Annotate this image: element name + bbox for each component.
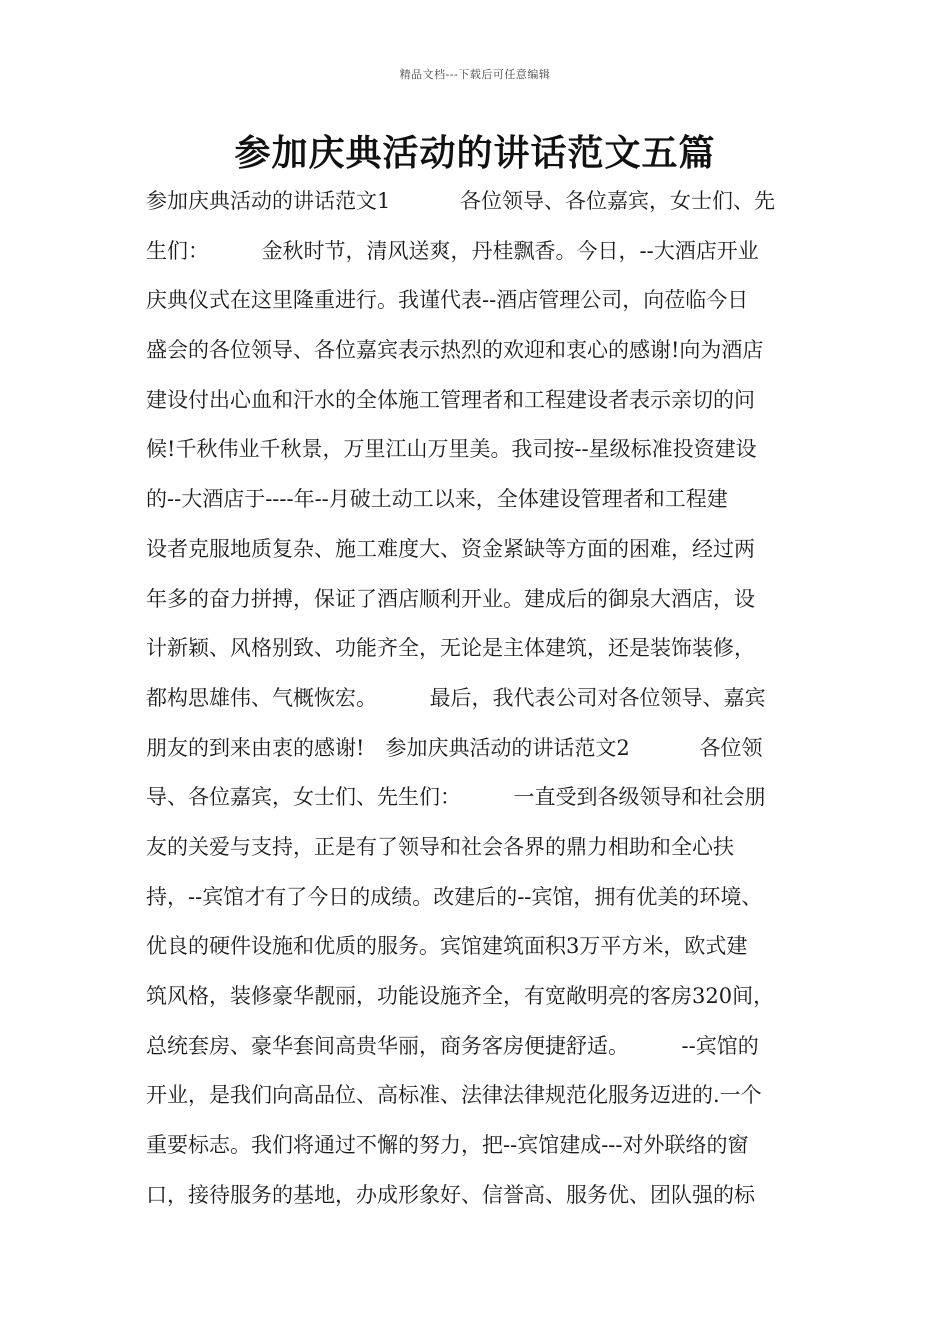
text-line: 候!千秋伟业千秋景，万里江山万里美。我司按--星级标准投资建设 xyxy=(146,437,757,462)
text-line: 筑风格，装修豪华靓丽，功能设施齐全，有宽敞明亮的客房320间， xyxy=(146,984,775,1008)
text-line: 建设付出心血和汗水的全体施工管理者和工程建设者表示亲切的问 xyxy=(146,387,755,412)
text-line: 导、各位嘉宾，女士们、先生们： 一直受到各级领导和社会朋 xyxy=(146,785,766,810)
text-line: 优良的硬件设施和优质的服务。宾馆建筑面积3万平方米，欧式建 xyxy=(146,934,748,959)
text-line: 庆典仪式在这里隆重进行。我谨代表--酒店管理公司，向莅临今日 xyxy=(146,288,749,313)
text-line: 开业，是我们向高品位、高标准、法律法律规范化服务迈进的.一个 xyxy=(146,1083,762,1108)
text-line: 朋友的到来由衷的感谢! 参加庆典活动的讲话范文2 各位领 xyxy=(146,735,763,760)
page-title: 参加庆典活动的讲话范文五篇 xyxy=(234,132,716,174)
text-line: 友的关爱与支持，正是有了领导和社会各界的鼎力相助和全心扶 xyxy=(146,834,734,859)
text-line: 的--大酒店于----年--月破土动工以来，全体建设管理者和工程建 xyxy=(146,487,728,512)
header-note: 精品文档---下载后可任意编辑 xyxy=(399,68,551,81)
text-line: 持，--宾馆才有了今日的成绩。改建后的--宾馆，拥有优美的环境、 xyxy=(146,884,763,909)
text-line: 生们： 金秋时节，清风送爽，丹桂飘香。今日，--大酒店开业 xyxy=(146,238,759,263)
text-line: 盛会的各位领导、各位嘉宾表示热烈的欢迎和衷心的感谢!向为酒店 xyxy=(146,338,764,363)
text-line: 设者克服地质复杂、施工难度大、资金紧缺等方面的困难，经过两 xyxy=(146,536,755,561)
document-body xyxy=(146,180,826,1223)
text-line: 都构思雄伟、气概恢宏。 最后，我代表公司对各位领导、嘉宾 xyxy=(146,685,766,710)
text-line: 重要标志。我们将通过不懈的努力，把--宾馆建成---对外联络的窗 xyxy=(146,1133,749,1158)
text-line: 年多的奋力拼搏，保证了酒店顺利开业。建成后的御泉大酒店，设 xyxy=(146,586,755,611)
text-line: 计新颖、风格别致、功能齐全，无论是主体建筑，还是装饰装修， xyxy=(146,636,755,661)
text-line: 参加庆典活动的讲话范文1 各位领导、各位嘉宾，女士们、先 xyxy=(146,189,776,213)
text-line: 口，接待服务的基地，办成形象好、信誉高、服务优、团队强的标 xyxy=(146,1182,755,1207)
text-line: 总统套房、豪华套间高贵华丽，商务客房便捷舒适。 --宾馆的 xyxy=(146,1033,759,1058)
